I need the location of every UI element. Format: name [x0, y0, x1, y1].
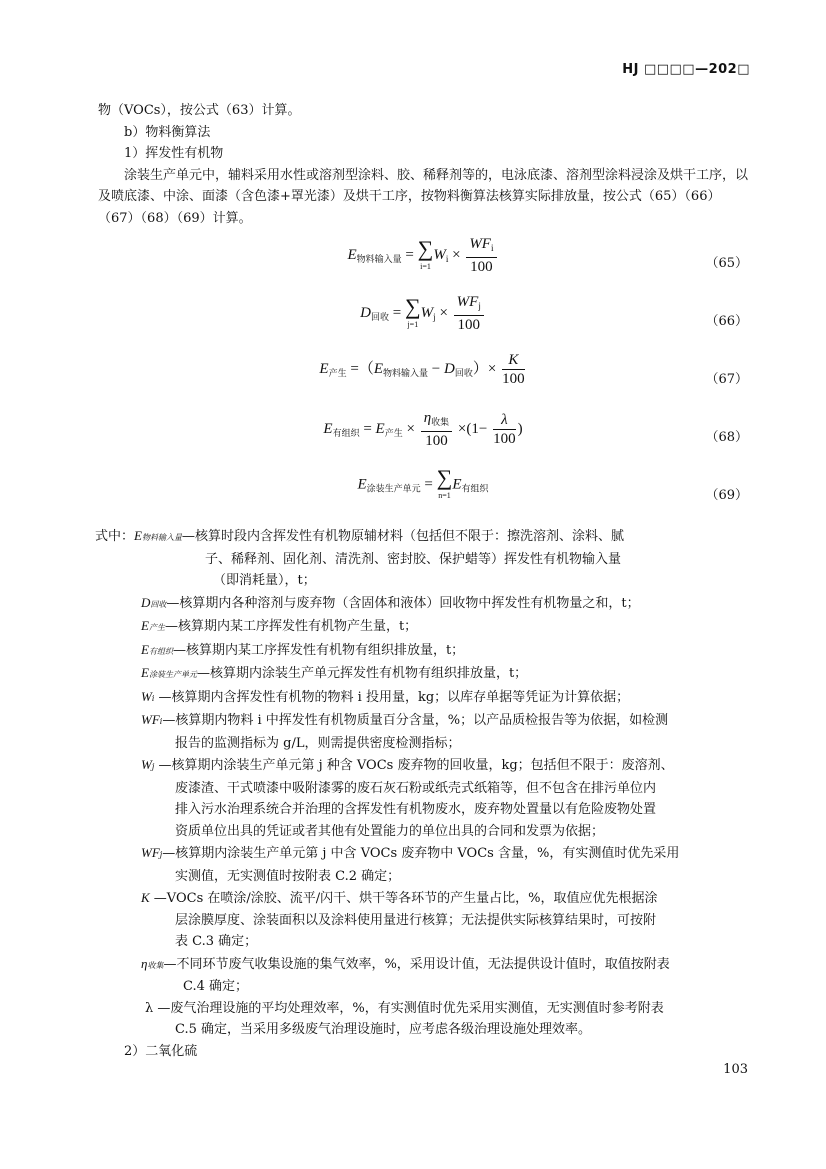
para-1: b）物料衡算法: [124, 124, 211, 140]
def-k: K —VOCs 在喷涂/涂胶、流平/闪干、烘干等各环节的产生量占比，%，取值应优先根据涂: [141, 890, 658, 906]
page-number: 103: [723, 1062, 748, 1077]
equation-68: $E_{有组织} = E_{产生}$ × $\frac{\eta_{收集}}{100}$ ×(1− $\frac{\lambda}{100}$ ) （68）: [323, 410, 748, 449]
def-wfi: WFi—核算期内物料 i 中挥发性有机物质量百分含量，%；以产品质检报告等为依据，如检测: [141, 712, 669, 728]
doc-code-header: HJ □□□□—202□: [622, 62, 750, 77]
eq-number: （67）: [705, 372, 748, 387]
para-2: 1）挥发性有机物: [124, 146, 224, 161]
eq-number: （69）: [705, 488, 748, 503]
equation-66: $D_{回收}$ = ∑ j=1 $W_j$ × $\frac{WF_j}{100}$ （66）: [360, 293, 748, 333]
document-body: [95, 100, 749, 1062]
def-wfi-cont1: 报告的监测指标为 g/L，则需提供密度检测指标；: [175, 735, 461, 751]
def-eta: η收集—不同环节废气收集设施的集气效率，%，采用设计值，无法提供设计值时，取值按附表: [141, 955, 670, 972]
def-wfj-cont1: 实测值，无实测值时按附表 C.2 确定；: [175, 868, 401, 884]
eq-number: （65）: [705, 256, 748, 271]
equation-65: $E_{物料输入量}$ = ∑ i=1 $W_i$ × $\frac{WF_i}{100}$ （65）: [347, 235, 748, 275]
section-so2: 2）二氧化硫: [124, 1043, 198, 1059]
def-d-recover: D回收—核算期内各种溶剂与废弃物（含固体和液体）回收物中挥发性有机物量之和，t；: [141, 594, 640, 611]
def-e-input-cont2: （即消耗量），t；: [213, 573, 316, 588]
equation-69: $E_{涂装生产单元}$ = ∑ n=1 $E_{有组织}$ （69）: [98, 467, 748, 525]
para-0: 物（VOCs），按公式（63）计算。: [98, 103, 301, 118]
def-wj: Wj —核算期内涂装生产单元第 j 种含 VOCs 废弃物的回收量，kg；包括但不限于：废溶剂、: [141, 757, 674, 773]
definitions: [95, 525, 748, 1041]
eq-number: （66）: [705, 314, 748, 329]
def-k-cont2: 表 C.3 确定；: [175, 934, 258, 949]
def-wi: Wi —核算期内含挥发性有机物的物料 i 投用量，kg；以库存单据等凭证为计算依据；: [141, 688, 630, 705]
def-e-unit: E涂装生产单元—核算期内涂装生产单元挥发性有机物有组织排放量，t；: [141, 665, 528, 681]
def-eta-cont1: C.4 确定；: [183, 979, 249, 994]
equation-67: $E_{产生} =(E_{物料输入量} - D_{回收})\times$ $\frac{K}{100}$ （67）: [98, 351, 748, 409]
def-wj-cont2: 排入污水治理系统合并治理的含挥发性有机物废水，废弃物处置量以有危险废物处置: [175, 802, 657, 817]
def-lambda: λ —废气治理设施的平均处理效率，%，有实测值时优先采用实测值，无实测值时参考附表: [145, 1000, 664, 1016]
def-e-org: E有组织—核算期内某工序挥发性有机物有组织排放量，t；: [141, 641, 465, 658]
def-k-cont1: 层涂膜厚度、涂装面积以及涂料使用量进行核算；无法提供实际核算结果时，可按附: [175, 912, 657, 928]
def-wfj: WFj—核算期内涂装生产单元第 j 中含 VOCs 废弃物中 VOCs 含量，%，有实测值时优先采用: [141, 845, 680, 861]
def-e-input-cont1: 子、稀释剂、固化剂、清洗剂、密封胶、保护蜡等）挥发性有机物输入量: [205, 551, 622, 567]
def-e-input: 式中：E物料输入量—核算时段内含挥发性有机物原辅材料（包括但不限于：擦洗溶剂、涂料、腻: [95, 528, 624, 544]
def-e-produce: E产生—核算期内某工序挥发性有机物产生量，t；: [141, 618, 418, 634]
def-lambda-cont1: C.5 确定，当采用多级废气治理设施时，应考虑各级治理设施处理效率。: [175, 1022, 592, 1037]
eq-number: （68）: [705, 430, 748, 445]
def-wj-cont1: 废漆渣、干式喷漆中吸附漆雾的废石灰石粉或纸壳式纸箱等，但不包含在排污单位内: [175, 780, 657, 796]
para-3: 涂装生产单元中，辅料采用水性或溶剂型涂料、胶、稀释剂等的，电泳底漆、溶剂型涂料浸涂及烘干工序，以及喷底漆、中涂、面漆（含色漆+罩光漆）及烘干工序，按物料衡算法核算实际排放量，按公式（65）（66）（67）（68）（69）计算。: [98, 167, 749, 226]
def-wj-cont3: 资质单位出具的凭证或者其他有处置能力的单位出具的合同和发票为依据；: [175, 823, 605, 839]
